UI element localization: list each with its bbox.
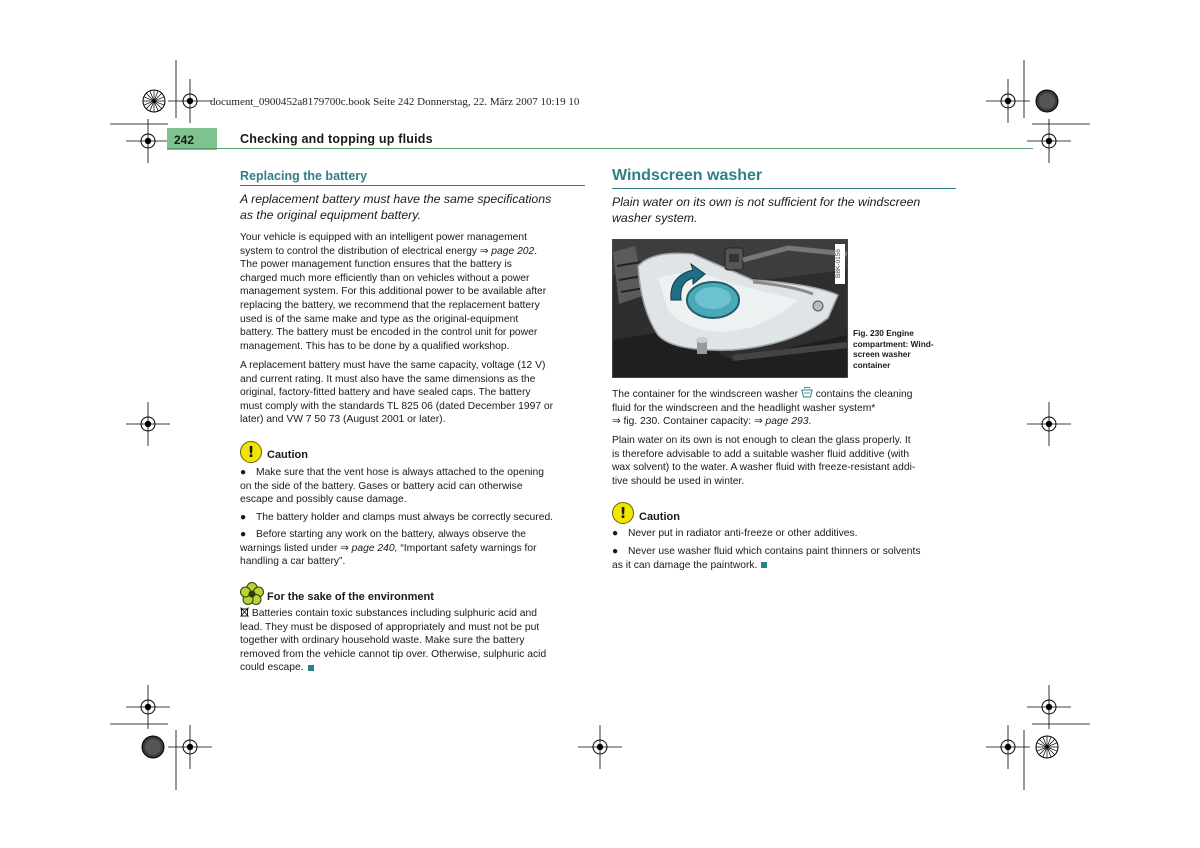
lead-text-battery: A replacement battery must have the same specifications as the original equipment battery. xyxy=(240,192,552,222)
caution-icon: ! xyxy=(240,441,262,463)
caution-icon: ! xyxy=(612,502,634,524)
figure-caption: Fig. 230 Engine compartment: Wind- screen washer container xyxy=(853,328,934,370)
header-rule xyxy=(167,148,1033,149)
running-head: Checking and topping up fluids xyxy=(240,132,433,146)
section-heading-battery: Replacing the battery xyxy=(240,169,368,183)
washer-paragraph-2: Plain water on its own is not enough to clean the glass properly. It is therefore advisable to add a suitable washer fluid additive (with wax solvent) to the water. A washer fluid with freeze-resistant addi- tive should be used in winter. xyxy=(612,435,916,487)
page-reference[interactable]: page 202 xyxy=(491,245,535,257)
washer-fluid-icon xyxy=(801,387,813,398)
figure-code: B8K-0156 xyxy=(835,244,845,284)
lead-text-washer: Plain water on its own is not sufficient for the windscreen washer system. xyxy=(612,195,921,225)
end-of-section-mark xyxy=(308,665,314,671)
recycle-bin-icon xyxy=(240,607,249,617)
caution-title: Caution xyxy=(639,511,680,523)
environment-text: Batteries contain toxic substances including sulphuric acid and lead. They must be disposed of appropriately and must not be put together with ordinary household waste. Make sure the battery removed from the vehicle cannot tip over. Otherwise, sulphuric acid could escape. xyxy=(240,608,547,674)
heading-rule xyxy=(240,185,585,186)
battery-paragraph-1: Your vehicle is equipped with an intelligent power management system to control the distribution of electrical energy ⇒ page 202. The power management function ensures that the battery is charged much more efficiently than on vehicles without a power management system. For this additional power to be available after replacing the battery, we recommend that the replacement battery used is of the same make and type as the original-equipment battery. The battery must be encoded in the control unit for power management. This has to be done by a qualified workshop. xyxy=(240,232,547,352)
section-heading-washer: Windscreen washer xyxy=(612,167,763,184)
print-header: document_0900452a8179700c.book Seite 242 Donnerstag, 22. März 2007 10:19 10 xyxy=(210,96,580,108)
environment-flower-icon xyxy=(240,582,264,606)
caution-bullet: ● Never use washer fluid which contains paint thinners or solvents as it can damage the paintwork. xyxy=(612,546,921,571)
caution-bullet: ● Make sure that the vent hose is always attached to the opening on the side of the battery. Gases or battery acid can otherwise escape and possibly cause damage. xyxy=(240,467,544,506)
battery-paragraph-2: A replacement battery must have the same capacity, voltage (12 V) and current rating. It must also have the same dimensions as the original, factory-fitted battery and have sealed caps. The battery must comply with the standards TL 825 06 (dated December 1997 or later) and VW 7 50 73 (August 2001 or later). xyxy=(240,360,554,426)
end-of-section-mark xyxy=(761,562,767,568)
page-number: 242 xyxy=(174,133,195,147)
caution-title: Caution xyxy=(267,449,308,461)
heading-rule xyxy=(612,188,956,189)
figure-engine-compartment xyxy=(612,239,848,378)
caution-bullet: ● Never put in radiator anti-freeze or other additives. xyxy=(612,528,858,539)
page-reference[interactable]: page 293 xyxy=(765,416,809,428)
caution-bullet: ● The battery holder and clamps must always be correctly secured. xyxy=(240,512,554,523)
environment-title: For the sake of the environment xyxy=(267,591,434,603)
caution-bullet: ● Before starting any work on the battery, always observe the warnings listed under ⇒ page 240, “Important safety warnings for handling a car battery”. xyxy=(240,529,537,568)
washer-paragraph-1: The container for the windscreen washer contains the cleaning fluid for the windscreen and the headlight washer system* ⇒ fig. 230. Container capacity: ⇒ page 293. xyxy=(612,389,913,428)
page-reference[interactable]: page 240, xyxy=(351,542,398,554)
